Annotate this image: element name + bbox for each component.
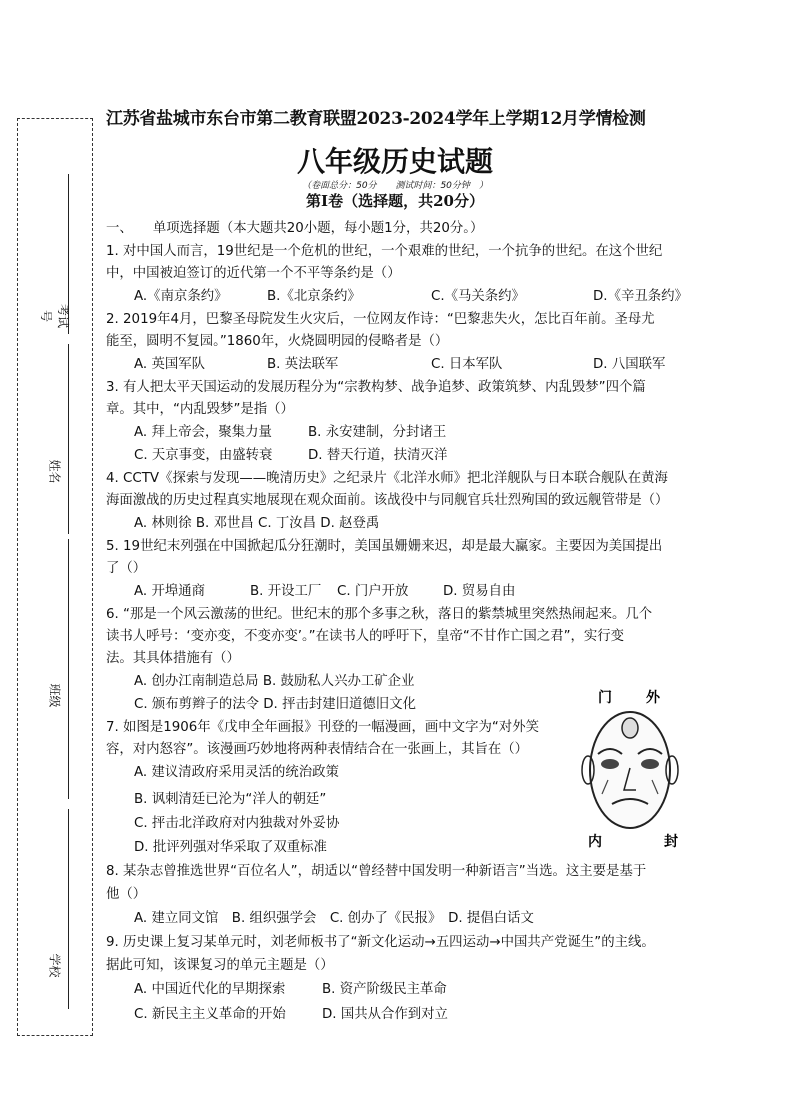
q3-option-b: B. 永安建制，分封诸王 — [308, 425, 447, 440]
q1-option-c: C.《马关条约》 — [431, 289, 525, 304]
q8-line-2: 他（） — [106, 887, 147, 902]
q7-cartoon — [568, 682, 700, 852]
q6-line-3: 法。其具体措施有（） — [106, 651, 240, 666]
field-label-name: 姓名 — [47, 459, 62, 484]
q9-option-d: D. 国共从合作到对立 — [322, 1007, 448, 1022]
binding-strip — [17, 118, 93, 1036]
q4-options: A. 林则徐 B. 邓世昌 C. 丁汝昌 D. 赵登禹 — [134, 516, 380, 531]
face-cartoon-image — [568, 682, 700, 852]
field-line-class — [68, 539, 69, 799]
section-heading: 一、 单项选择题（本大题共20小题，每小题1分，共20分。） — [106, 221, 484, 236]
q6-line-1: 6. “那是一个风云激荡的世纪。世纪末的那个多事之秋，落日的紫禁城里突然热闹起来。几个 — [106, 607, 653, 622]
q7-line-2: 容，对内怒容”。该漫画巧妙地将两种表情结合在一张画上，其旨在（） — [106, 742, 529, 757]
q5-option-d: D. 贸易自由 — [443, 584, 516, 599]
q7-option-b: B. 讽刺清廷已沦为“洋人的朝廷” — [134, 792, 327, 807]
q9-line-2: 据此可知，该课复习的单元主题是（） — [106, 958, 334, 973]
q2-option-d: D. 八国联军 — [593, 357, 666, 372]
q1-line-1: 1. 对中国人而言，19世纪是一个危机的世纪，一个艰难的世纪，一个抗争的世纪。在这个世纪 — [106, 244, 663, 259]
q2-line-2: 能至，圆明不复园。”1860年，火烧圆明园的侵略者是（） — [106, 334, 449, 349]
q7-option-a: A. 建议清政府采用灵活的统治政策 — [134, 765, 339, 780]
q3-option-d: D. 替天行道，扶清灭洋 — [308, 448, 448, 463]
q4-line-2: 海面激战的历史过程真实地展现在观众面前。该战役中与同舰官兵壮烈殉国的致远舰管带是（） — [106, 493, 669, 508]
q5-line-2: 了（） — [106, 561, 147, 576]
q1-line-2: 中，中国被迫签订的近代第一个不平等条约是（） — [106, 266, 401, 281]
q6-line-2: 读书人呼号：‘变亦变，不变亦变’。”在读书人的呼吁下，皇帝“不甘作亡国之君”，实行变 — [106, 629, 625, 644]
exam-title: 江苏省盐城市东台市第二教育联盟2023-2024学年上学期12月学情检测 — [106, 109, 646, 129]
q7-option-d: D. 批评列强对华采取了双重标准 — [134, 840, 327, 855]
q5-line-1: 5. 19世纪末列强在中国掀起瓜分狂潮时，美国虽姗姗来迟，却是最大赢家。主要因为美国提出 — [106, 539, 663, 554]
field-label-class: 班级 — [47, 683, 62, 708]
field-label-school: 学校 — [47, 953, 62, 978]
q2-option-b: B. 英法联军 — [267, 357, 339, 372]
q5-option-a: A. 开埠通商 — [134, 584, 205, 599]
field-label-exam-no: 考试号 — [39, 303, 70, 328]
q3-line-2: 章。其中，“内乱毁梦”是指（） — [106, 402, 294, 417]
q7-line-1: 7. 如图是1906年《戊申全年画报》刊登的一幅漫画，画中文字为“对外笑 — [106, 720, 539, 735]
field-line-name — [68, 344, 69, 534]
q2-option-c: C. 日本军队 — [431, 357, 503, 372]
q3-line-1: 3. 有人把太平天国运动的发展历程分为“宗教构梦、战争追梦、政策筑梦、内乱毁梦”四个篇 — [106, 380, 646, 395]
q3-option-a: A. 拜上帝会，聚集力量 — [134, 425, 272, 440]
q2-line-1: 2. 2019年4月，巴黎圣母院发生火灾后，一位网友作诗：“巴黎悲失火，怎比百年前。圣母尤 — [106, 312, 655, 327]
score-info: （卷面总分：50分 — [302, 181, 377, 191]
q1-option-a: A.《南京条约》 — [134, 289, 228, 304]
q6-options-ab: A. 创办江南制造总局 B. 鼓励私人兴办工矿企业 — [134, 674, 415, 689]
time-info: 测试时间：50分钟 ） — [395, 181, 488, 191]
q7-option-c: C. 抨击北洋政府对内独裁对外妥协 — [134, 816, 340, 831]
q1-option-b: B.《北京条约》 — [267, 289, 361, 304]
field-line-school — [68, 809, 69, 1009]
q9-option-c: C. 新民主主义革命的开始 — [134, 1007, 286, 1022]
part-title: 第Ⅰ卷（选择题，共20分） — [306, 192, 484, 210]
cartoon-text-top-right: 外 — [646, 690, 660, 706]
q9-line-1: 9. 历史课上复习某单元时，刘老师板书了“新文化运动→五四运动→中国共产党诞生”的主线。 — [106, 935, 655, 950]
q9-option-a: A. 中国近代化的早期探索 — [134, 982, 286, 997]
q2-option-a: A. 英国军队 — [134, 357, 205, 372]
q9-option-b: B. 资产阶级民主革命 — [322, 982, 447, 997]
q8-options: A. 建立同文馆 B. 组织强学会 C. 创办了《民报》 D. 提倡白话文 — [134, 911, 534, 926]
q6-options-cd: C. 颁布剪辫子的法令 D. 抨击封建旧道德旧文化 — [134, 697, 416, 712]
q3-option-c: C. 天京事变，由盛转衰 — [134, 448, 273, 463]
q5-option-c: C. 门户开放 — [337, 584, 409, 599]
cartoon-text-bottom-left: 内 — [588, 834, 602, 850]
q5-option-b: B. 开设工厂 — [250, 584, 322, 599]
cartoon-text-top-left: 门 — [598, 690, 612, 706]
q1-option-d: D.《辛丑条约》 — [593, 289, 688, 304]
q8-line-1: 8. 某杂志曾推选世界“百位名人”，胡适以“曾经替中国发明一种新语言”当选。这主要是基于 — [106, 864, 647, 879]
q4-line-1: 4. CCTV《探索与发现——晚清历史》之纪录片《北洋水师》把北洋舰队与日本联合舰队在黄海 — [106, 471, 668, 486]
main-title: 八年级历史试题 — [296, 145, 493, 178]
cartoon-text-bottom-right: 封 — [664, 834, 678, 850]
